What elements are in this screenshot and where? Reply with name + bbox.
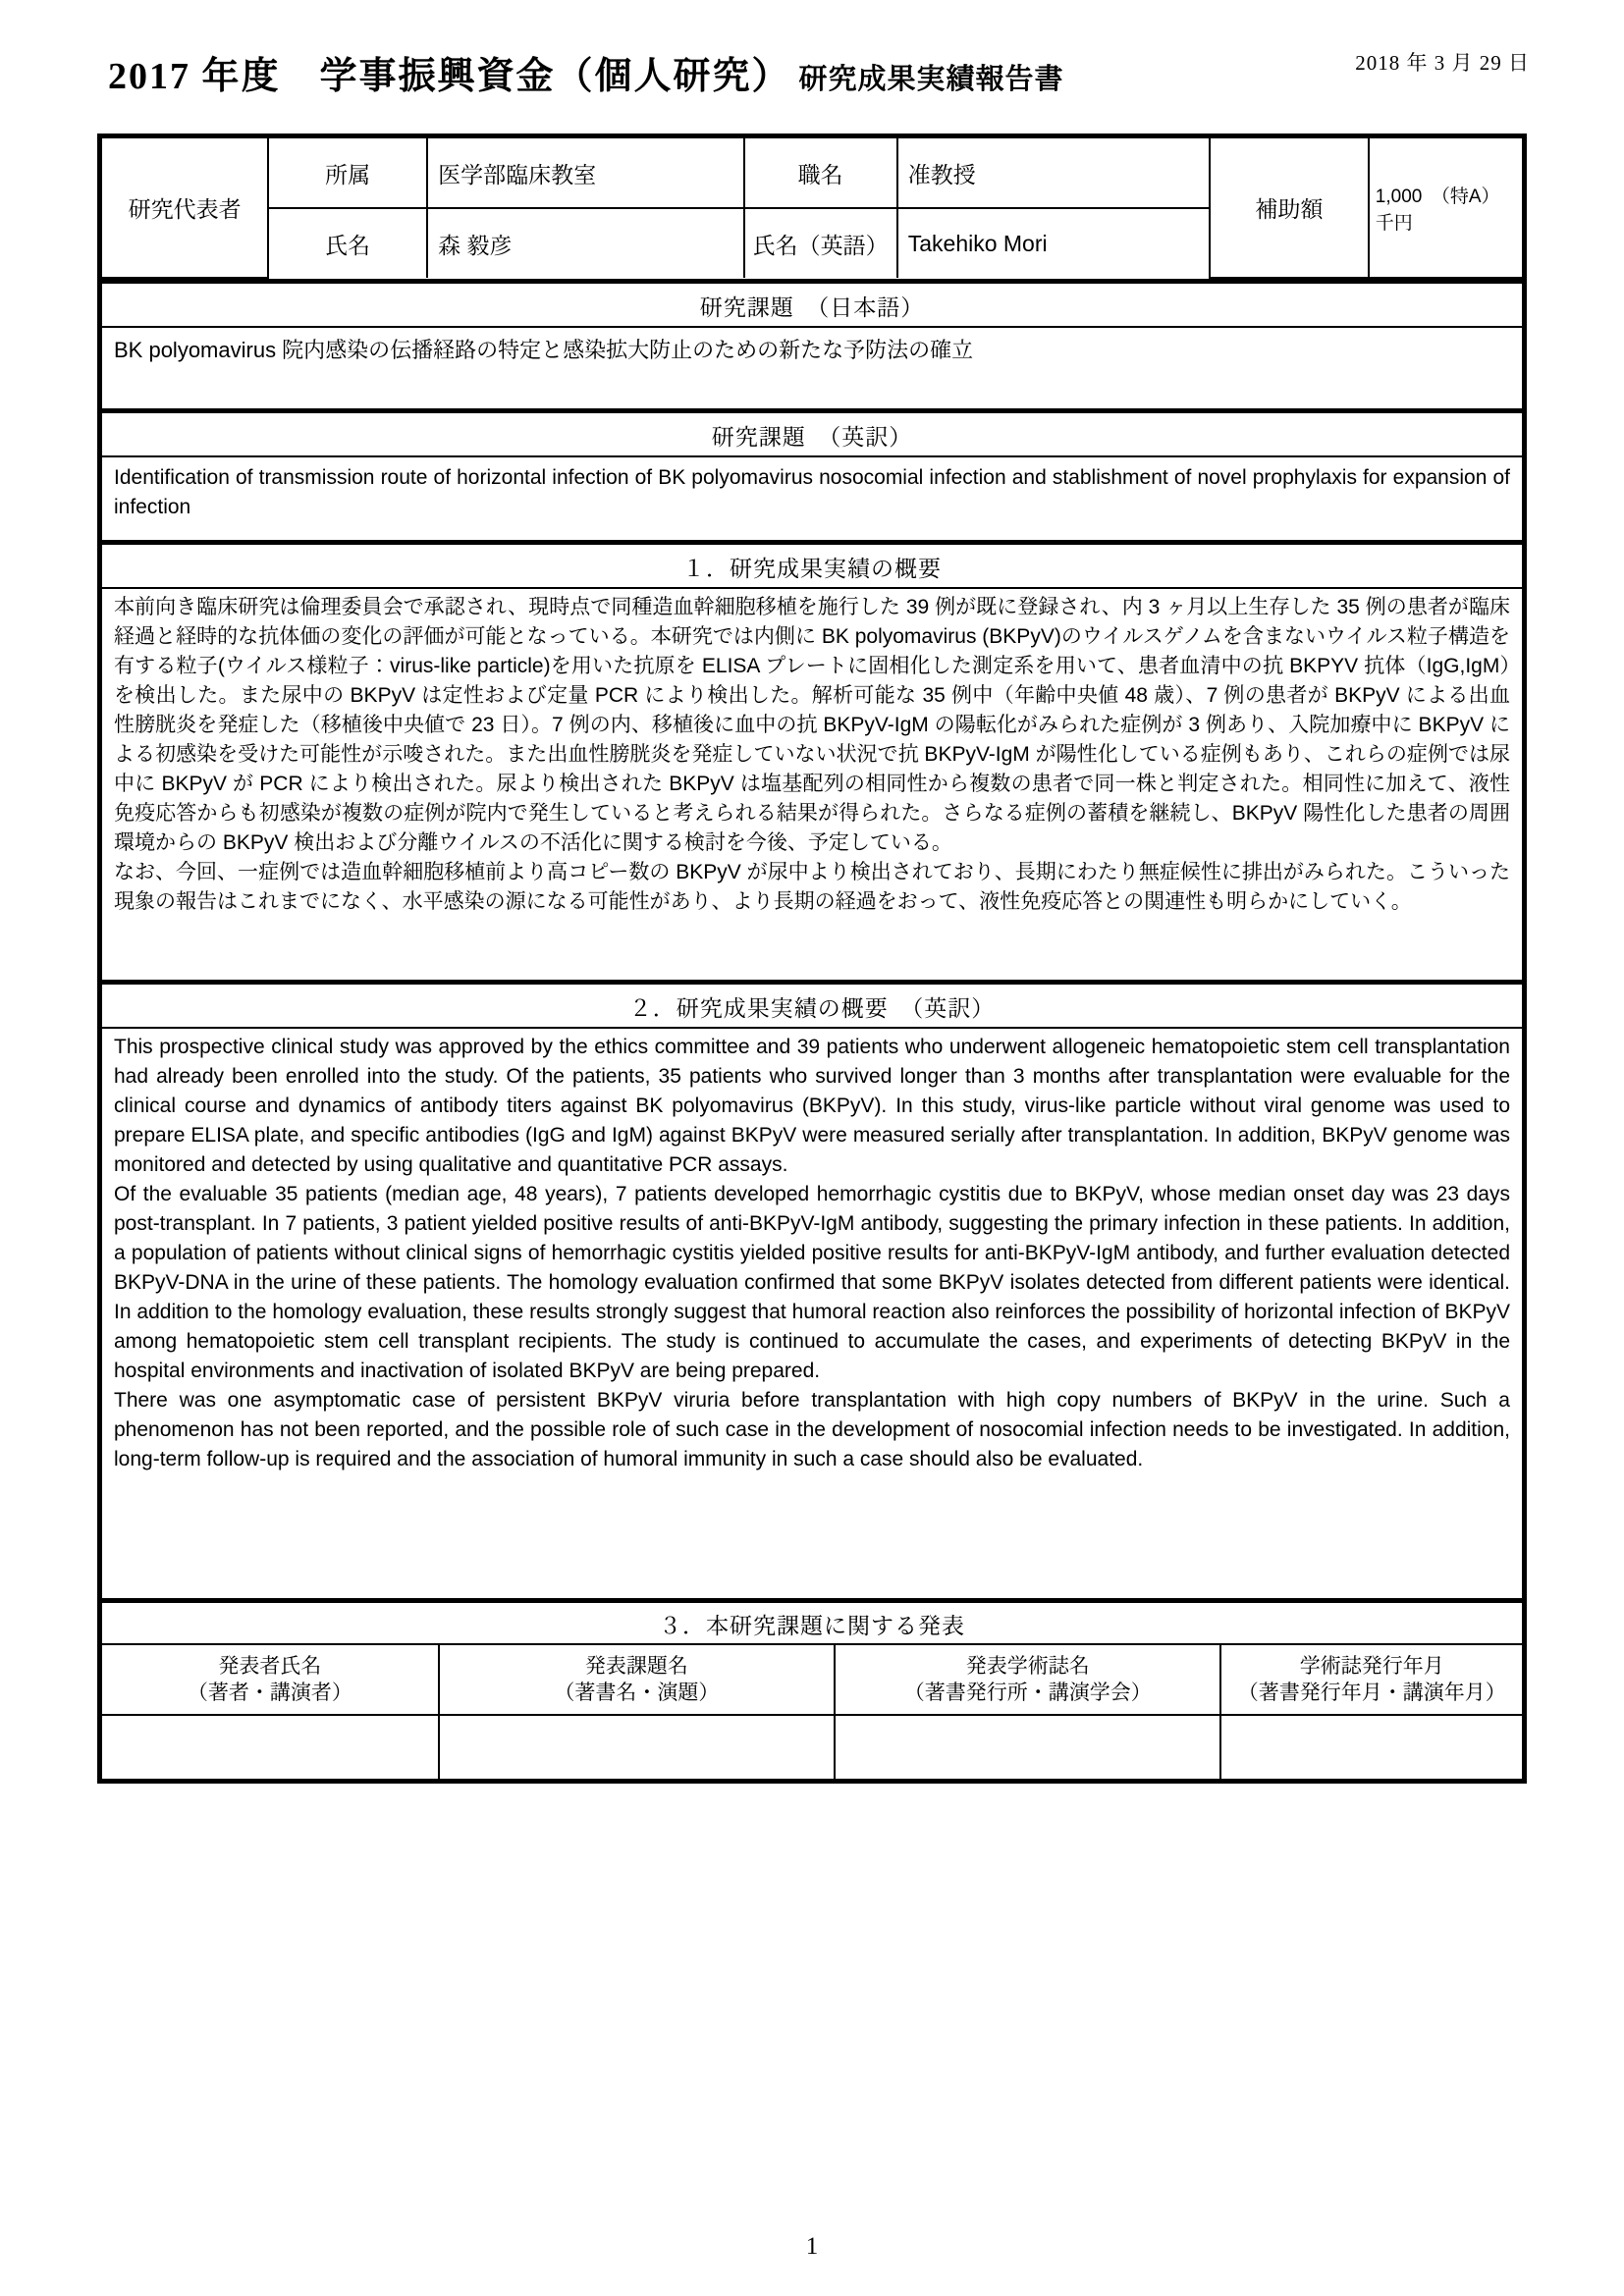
- pres-col-journal: [835, 1644, 1220, 1715]
- summary-en-heading: ２．研究成果実績の概要 （英訳）: [102, 985, 1522, 1029]
- document-title-main: 2017 年度 学事振興資金（個人研究）: [108, 56, 791, 97]
- research-title-en-content: Identification of transmission route of horizontal infection of BK polyomavirus nosocomial infection and stablishment of novel prophylaxis for expansion of infection: [114, 466, 1510, 518]
- affiliation-label: 所属: [268, 138, 427, 208]
- page-number: 1: [805, 2233, 819, 2260]
- representative-label: 研究代表者: [102, 138, 268, 278]
- presentations-table: [102, 1643, 1522, 1779]
- pres-cell-presenter: [102, 1715, 439, 1779]
- document-title-sub: 研究成果実績報告書: [798, 64, 1064, 95]
- pres-cell-journal: [835, 1715, 1220, 1779]
- subsidy-label: 補助額: [1210, 138, 1369, 278]
- summary-ja-heading: １．研究成果実績の概要: [102, 545, 1522, 589]
- name-label: 氏名: [268, 208, 427, 278]
- research-title-ja-content: BK polyomavirus 院内感染の伝播経路の特定と感染拡大防止のための新たな予防法の確立: [114, 338, 974, 362]
- presentations-header-row: [102, 1644, 1522, 1715]
- section-research-title-en: [102, 408, 1522, 540]
- pres-cell-date: [1220, 1715, 1522, 1779]
- pres-col-date-sub: （著書発行年月・講演年月）: [1237, 1682, 1506, 1704]
- section-summary-en: [102, 980, 1522, 1598]
- section-presentations: [102, 1598, 1522, 1779]
- pres-col-date: [1220, 1644, 1522, 1715]
- section-research-title-ja: [102, 279, 1522, 408]
- summary-en-paragraph-2: Of the evaluable 35 patients (median age, 48 years), 7 patients developed hemorrhagic cystitis due to BKPyV, whose median onset day was 23 days post-transplant. In 7 patients, 3 patient yielded positive results of anti-BKPyV-IgM antibody, suggesting the primary infection in these patients. In addition, a population of patients without clinical signs of hemorrhagic cystitis yielded positive results for anti-BKPyV-IgM antibody, and further evaluation detected BKPyV-DNA in the urine of these patients. The homology evaluation confirmed that some BKPyV isolates detected from different patients were identical. In addition to the homology evaluation, these results strongly suggest that humoral reaction also reinforces the possibility of horizontal infection of BKPyV among hematopoietic stem cell transplant recipients. The study is continued to accumulate the cases, and experiments of detecting BKPyV in the hospital environments and inactivation of isolated BKPyV are being prepared.: [114, 1183, 1510, 1382]
- research-title-ja-heading: 研究課題 （日本語）: [102, 284, 1522, 328]
- summary-ja-paragraph-1: 本前向き臨床研究は倫理委員会で承認され、現時点で同種造血幹細胞移植を施行した 39 例が既に登録され、内 3 ヶ月以上生存した 35 例の患者が臨床経過と経時的な抗体価の変化の評価が可能となっている。本研究では内側に BK polyomavirus (BKPyV)のウイルスゲノムを含まないウイルス粒子構造を有する粒子(ウイルス様粒子：virus-like particle)を用いた抗原を ELISA プレートに固相化した測定系を用いて、患者血清中の抗 BKPYV 抗体（IgG,IgM）を検出した。また尿中の BKPyV は定性および定量 PCR により検出した。解析可能な 35 例中（年齢中央値 48 歳）、7 例の患者が BKPyV による出血性膀胱炎を発症した（移植後中央値で 23 日）。7 例の内、移植後に血中の抗 BKPyV-IgM の陽転化がみられた症例が 3 例あり、入院加療中に BKPyV による初感染を受けた可能性が示唆された。また出血性膀胱炎を発症していない状況で抗 BKPyV-IgM が陽性化している症例もあり、これらの症例では尿中に BKPyV が PCR により検出された。尿より検出された BKPyV は塩基配列の相同性から複数の患者で同一株と判定された。相同性に加えて、液性免疫応答からも初感染が複数の症例が院内で発生していると考えられる結果が得られた。さらなる症例の蓄積を継続し、BKPyV 陽性化した患者の周囲環境からの BKPyV 検出および分離ウイルスの不活化に関する検討を今後、予定している。: [114, 596, 1510, 854]
- summary-en-paragraph-3: There was one asymptomatic case of persistent BKPyV viruria before transplantation with high copy numbers of BKPyV in the urine. Such a phenomenon has not been reported, and the possible role of such case in the development of nosocomial infection needs to be investigated. In addition, long-term follow-up is required and the association of humoral immunity in such a case should also be evaluated.: [114, 1389, 1510, 1470]
- pres-col-topic: [439, 1644, 835, 1715]
- summary-ja-content: [102, 589, 1522, 980]
- name-en-value: Takehiko Mori: [897, 208, 1210, 278]
- name-en-label: 氏名（英語）: [744, 208, 897, 278]
- position-label: 職名: [744, 138, 897, 208]
- subsidy-value: 1,000 （特A）千円: [1369, 138, 1522, 278]
- pres-col-topic-title: 発表課題名: [584, 1655, 688, 1678]
- pres-col-presenter-title: 発表者氏名: [218, 1655, 322, 1678]
- document-date: 2018 年 3 月 29 日: [1355, 51, 1530, 75]
- summary-ja-paragraph-2: なお、今回、一症例では造血幹細胞移植前より高コピー数の BKPyV が尿中より検出されており、長期にわたり無症候性に排出がみられた。こういった現象の報告はこれまでになく、水平感染の源になる可能性があり、より長期の経過をおって、液性免疫応答との関連性も明らかにしていく。: [114, 861, 1510, 913]
- presentations-empty-row: [102, 1715, 1522, 1779]
- pres-col-journal-title: 発表学術誌名: [965, 1655, 1090, 1678]
- research-title-en-heading: 研究課題 （英訳）: [102, 413, 1522, 457]
- affiliation-value: 医学部臨床教室: [427, 138, 743, 208]
- pres-col-presenter: [102, 1644, 439, 1715]
- presentations-heading: ３．本研究課題に関する発表: [659, 1613, 965, 1638]
- section-summary-ja: [102, 540, 1522, 980]
- pres-col-presenter-sub: （著者・講演者）: [187, 1682, 352, 1704]
- name-value: 森 毅彦: [427, 208, 743, 278]
- pres-cell-topic: [439, 1715, 835, 1779]
- pres-col-journal-sub: （著書発行所・講演学会）: [903, 1682, 1152, 1704]
- summary-en-paragraph-1: This prospective clinical study was approved by the ethics committee and 39 patients who underwent allogeneic hematopoietic stem cell transplantation had already been enrolled into the study. Of the patients, 35 patients who survived longer than 3 months after transplantation were evaluable for the clinical course and dynamics of antibody titers against BK polyomavirus (BKPyV). In this study, virus-like particle without viral genome was used to prepare ELISA plate, and specific antibodies (IgG and IgM) against BKPyV were measured serially after transplantation. In addition, BKPyV genome was monitored and detected by using qualitative and quantitative PCR assays.: [114, 1036, 1510, 1176]
- pres-col-topic-sub: （著書名・演題）: [554, 1682, 720, 1704]
- summary-en-content: [102, 1029, 1522, 1598]
- position-value: 准教授: [897, 138, 1210, 208]
- researcher-info-table: [102, 138, 1522, 279]
- document-title: [108, 45, 1064, 99]
- pres-col-date-title: 学術誌発行年月: [1299, 1655, 1444, 1678]
- report-frame: [97, 133, 1527, 1784]
